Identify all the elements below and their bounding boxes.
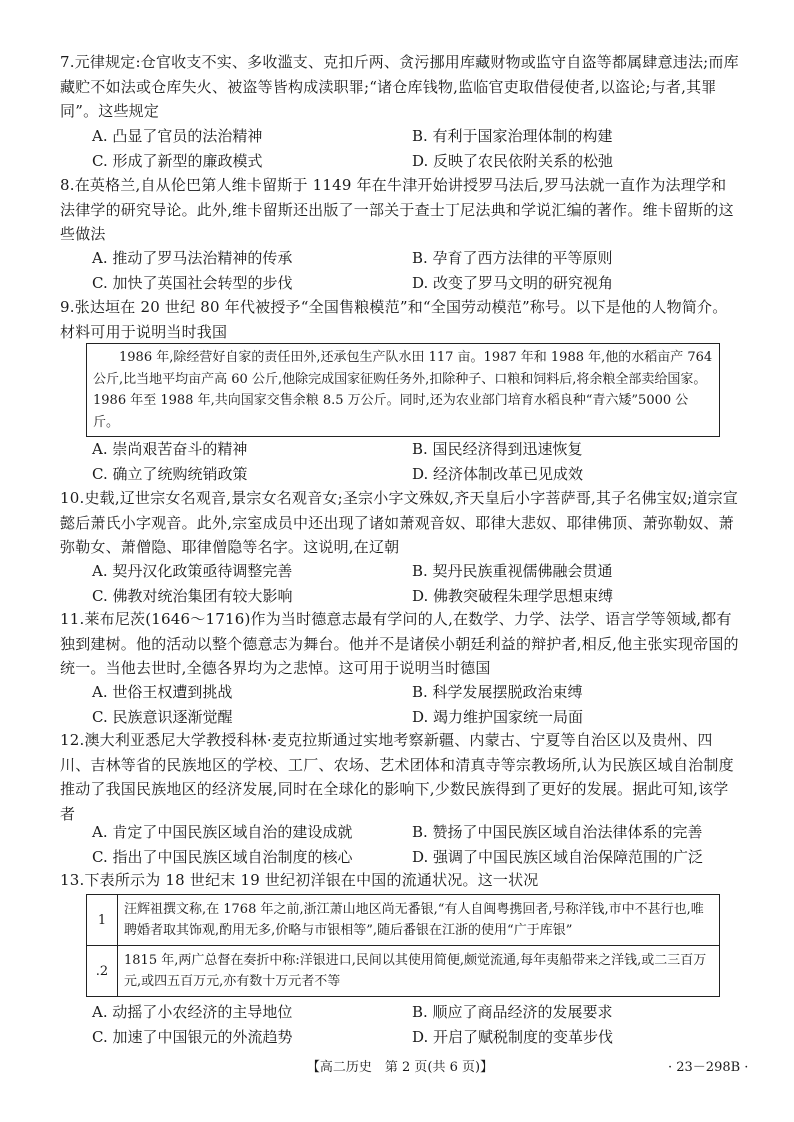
q13-option-a: A. 动摇了小农经济的主导地位 bbox=[92, 1003, 293, 1021]
q8-option-d: D. 改变了罗马文明的研究视角 bbox=[412, 273, 614, 292]
q11-option-a: A. 世俗王权遭到挑战 bbox=[92, 683, 233, 701]
q12-option-a: A. 肯定了中国民族区域自治的建设成就 bbox=[92, 823, 353, 841]
q7-option-b: B. 有利于国家治理体制的构建 bbox=[412, 127, 613, 145]
page-number-label: 【高二历史 第 2 页(共 6 页)】 bbox=[306, 1060, 494, 1075]
q8-option-c: C. 加快了英国社会转型的步伐 bbox=[92, 273, 293, 292]
q8-option-b: B. 孕育了西方法律的平等原则 bbox=[412, 249, 613, 267]
q13-option-b: B. 顺应了商品经济的发展要求 bbox=[412, 1003, 613, 1021]
q12-option-d: D. 强调了中国民族区域自治保障范围的广泛 bbox=[412, 847, 704, 866]
q9-option-a: A. 崇尚艰苦奋斗的精神 bbox=[92, 440, 248, 458]
q8-option-a: A. 推动了罗马法治精神的传承 bbox=[92, 249, 293, 267]
table-row-text: 汪辉祖撰文称,在 1768 年之前,浙江萧山地区尚无番银,“有人自闽粤携回者,号称洋钱,市中不甚行也,唯聘婚者取其饰观,酌用无多,价略与市银相等”,随后番银在江浙的使用“广于库银” bbox=[118, 895, 720, 946]
question-11-options bbox=[92, 680, 732, 729]
table-row-text: 1815 年,两广总督在奏折中称:洋银进口,民间以其使用简便,颇觉流通,每年夷船带来之洋钱,或二三百万元,或四五百万元,亦有数十万元者不等 bbox=[118, 946, 720, 997]
question-13-options bbox=[92, 1000, 732, 1049]
q7-option-a: A. 凸显了官员的法治精神 bbox=[92, 127, 263, 145]
q7-option-d: D. 反映了农民依附关系的松弛 bbox=[412, 151, 614, 170]
q13-option-d: D. 开启了赋税制度的变革步伐 bbox=[412, 1027, 614, 1046]
q9-option-b: B. 国民经济得到迅速恢复 bbox=[412, 440, 583, 458]
page-footer bbox=[0, 1056, 794, 1076]
question-7-options bbox=[92, 124, 732, 173]
q11-option-b: B. 科学发展摆脱政治束缚 bbox=[412, 683, 583, 701]
q10-option-a: A. 契丹汉化政策亟待调整完善 bbox=[92, 562, 293, 580]
table-row-number: .2 bbox=[87, 946, 118, 997]
q10-option-c: C. 佛教对统治集团有较大影响 bbox=[92, 586, 293, 605]
question-9-options bbox=[92, 437, 732, 486]
q13-option-c: C. 加速了中国银元的外流趋势 bbox=[92, 1027, 293, 1046]
q11-option-d: D. 竭力维护国家统一局面 bbox=[412, 707, 584, 726]
question-8-options bbox=[92, 246, 732, 295]
q11-option-c: C. 民族意识逐渐觉醒 bbox=[92, 707, 233, 726]
q7-option-c: C. 形成了新型的廉政模式 bbox=[92, 151, 263, 170]
question-13-stem: 13.下表所示为 18 世纪末 19 世纪初洋银在中国的流通状况。这一状况 bbox=[60, 871, 539, 889]
table-row bbox=[87, 895, 720, 946]
q10-option-d: D. 佛教突破程朱理学思想束缚 bbox=[412, 586, 614, 605]
question-9-stem: 9.张达垣在 20 世纪 80 年代被授予“全国售粮模范”和“全国劳动模范”称号。以下是他的人物简介。材料可用于说明当时我国 bbox=[60, 298, 728, 341]
question-13-table bbox=[86, 894, 720, 997]
table-row bbox=[87, 946, 720, 997]
question-7-stem: 7.元律规定:仓官收支不实、多收滥支、克扣斤两、贪污挪用库藏财物或监守自盗等都属肆意违法;而库藏贮不如法或仓库失火、被盗等皆构成渎职罪;“诸仓库钱物,监临官吏取借侵使者,以盗论;与者,其罪同”。这些规定 bbox=[60, 53, 739, 120]
q10-option-b: B. 契丹民族重视儒佛融会贯通 bbox=[412, 562, 613, 580]
question-8-stem: 8.在英格兰,自从伦巴第人维卡留斯于 1149 年在牛津开始讲授罗马法后,罗马法就一直作为法理学和法律学的研究导论。此外,维卡留斯还出版了一部关于查士丁尼法典和学说汇编的著作。维卡留斯的这些做法 bbox=[60, 176, 734, 243]
q12-option-c: C. 指出了中国民族区域自治制度的核心 bbox=[92, 847, 353, 866]
q12-option-b: B. 赞扬了中国民族区域自治法律体系的完善 bbox=[412, 823, 703, 841]
question-10-stem: 10.史载,辽世宗女名观音,景宗女名观音女;圣宗小字文殊奴,齐天皇后小字菩萨哥,其子名佛宝奴;道宗宣懿后萧氏小字观音。此外,宗室成员中还出现了诸如萧观音奴、耶律大悲奴、耶律佛顶、萧弥勒奴、萧弥勒女、萧僧隐、耶律僧隐等名字。这说明,在辽朝 bbox=[60, 489, 739, 556]
q9-option-c: C. 确立了统购统销政策 bbox=[92, 464, 248, 483]
question-11-stem: 11.莱布尼茨(1646～1716)作为当时德意志最有学问的人,在数学、力学、法学、语言学等领域,都有独到建树。他的活动以整个德意志为舞台。他并不是诸侯小朝廷利益的辩护者,相反,他主张实现帝国的统一。当他去世时,全德各界均为之悲悼。这可用于说明当时德国 bbox=[60, 610, 739, 677]
exam-code: · 23－298B · bbox=[668, 1060, 749, 1075]
question-12-stem: 12.澳大利亚悉尼大学教授科林·麦克拉斯通过实地考察新疆、内蒙古、宁夏等自治区以及贵州、四川、吉林等省的民族地区的学校、工厂、农场、艺术团体和清真寺等宗教场所,认为民族区域自治制度推动了我国民族地区的经济发展,同时在全球化的影响下,少数民族得到了更好的发展。据此可知,该学者 bbox=[60, 731, 734, 823]
q9-option-d: D. 经济体制改革已见成效 bbox=[412, 464, 584, 483]
question-10-options bbox=[92, 559, 732, 608]
question-12-options bbox=[92, 820, 732, 869]
table-row-number: 1 bbox=[87, 895, 118, 946]
question-9-material-box: 1986 年,除经营好自家的责任田外,还承包生产队水田 117 亩。1987 年和 1988 年,他的水稻亩产 764 公斤,比当地平均亩产高 60 公斤,他除完成国家征购任务外,扣除种子、口粮和饲料后,将余粮全部卖给国家。1986 年至 1988 年,共向国家交售余粮 8.5 万公斤。同时,还为农业部门培育水稻良种“青六矮”5000 公斤。 bbox=[86, 343, 720, 437]
